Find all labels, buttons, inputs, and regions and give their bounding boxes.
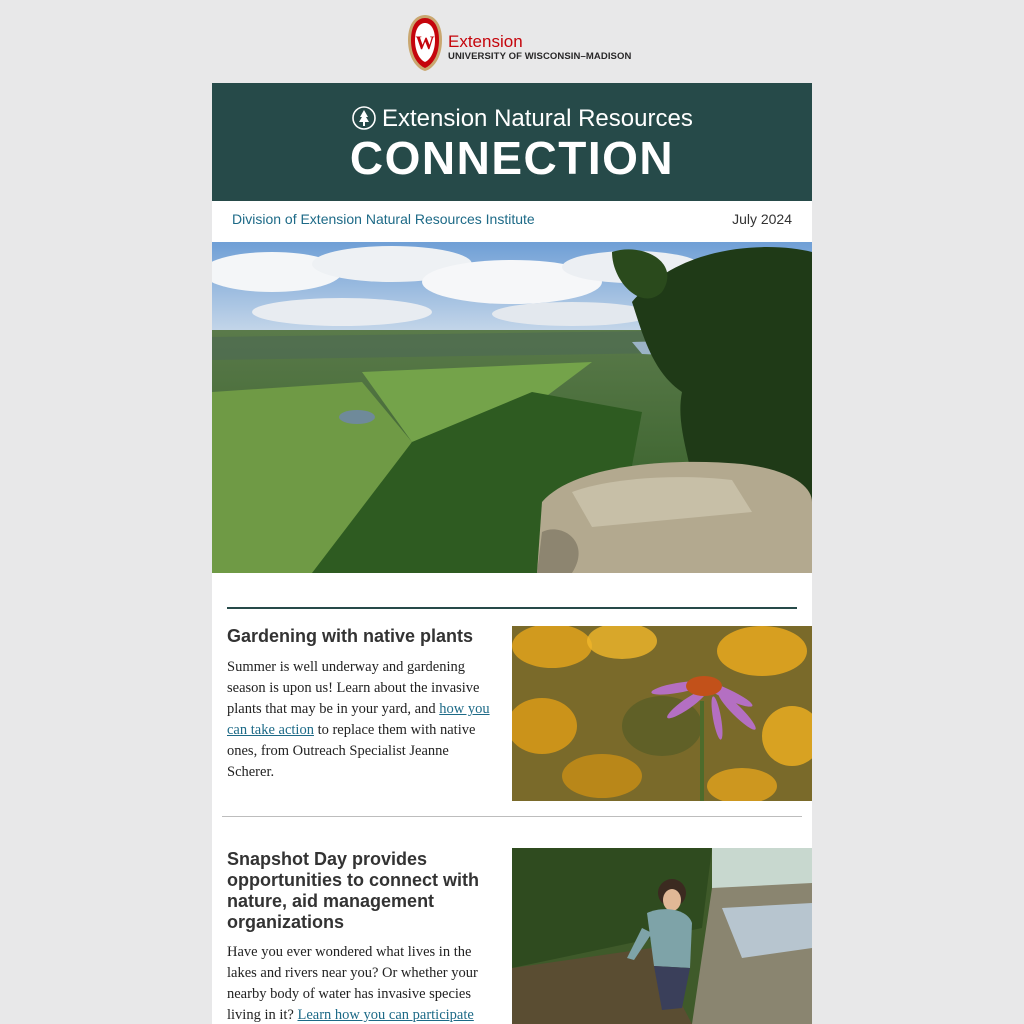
- article-link[interactable]: Learn how you can participate: [297, 1007, 474, 1023]
- svg-text:W: W: [415, 33, 435, 54]
- newsletter-column: [212, 83, 812, 1024]
- article-text: Have you ever wondered what lives in the lakes and rivers near you? Or whether your nearby body of water has invasive species living in it?: [227, 944, 478, 1023]
- article-divider: [222, 816, 802, 817]
- masthead-banner: [212, 83, 812, 201]
- brand-logo[interactable]: [0, 0, 1024, 83]
- subheader: [212, 201, 812, 242]
- article-text: Summer is well underway and gardening season is upon us! Learn about the invasive plants that may be in your yard, and: [227, 659, 480, 717]
- article-title: Snapshot Day provides opportunities to connect with nature, aid management organizations: [227, 849, 479, 932]
- uw-crest-icon: [406, 14, 444, 72]
- coneflower-image: [512, 626, 812, 801]
- issue-date: July 2024: [732, 211, 792, 227]
- section-divider: [227, 607, 797, 609]
- logo-extension-text: Extension: [448, 32, 523, 51]
- division-link[interactable]: Division of Extension Natural Resources Institute: [232, 211, 535, 227]
- article-body: [227, 942, 499, 1024]
- article-title: Gardening with native plants: [227, 626, 474, 646]
- article-link[interactable]: how you can take action: [227, 701, 490, 738]
- article-text: to replace them with native ones, from Outreach Specialist Jeanne Scherer.: [227, 722, 476, 780]
- masthead-subtitle: Extension Natural Resources: [382, 105, 693, 132]
- article-body: [227, 657, 499, 783]
- snapshot-day-image: [512, 848, 812, 1024]
- masthead-title: CONNECTION: [349, 132, 675, 184]
- logo-university-text: UNIVERSITY OF WISCONSIN–MADISON: [448, 51, 632, 62]
- pine-tree-icon: [352, 106, 376, 130]
- hero-landscape-image: [212, 242, 812, 573]
